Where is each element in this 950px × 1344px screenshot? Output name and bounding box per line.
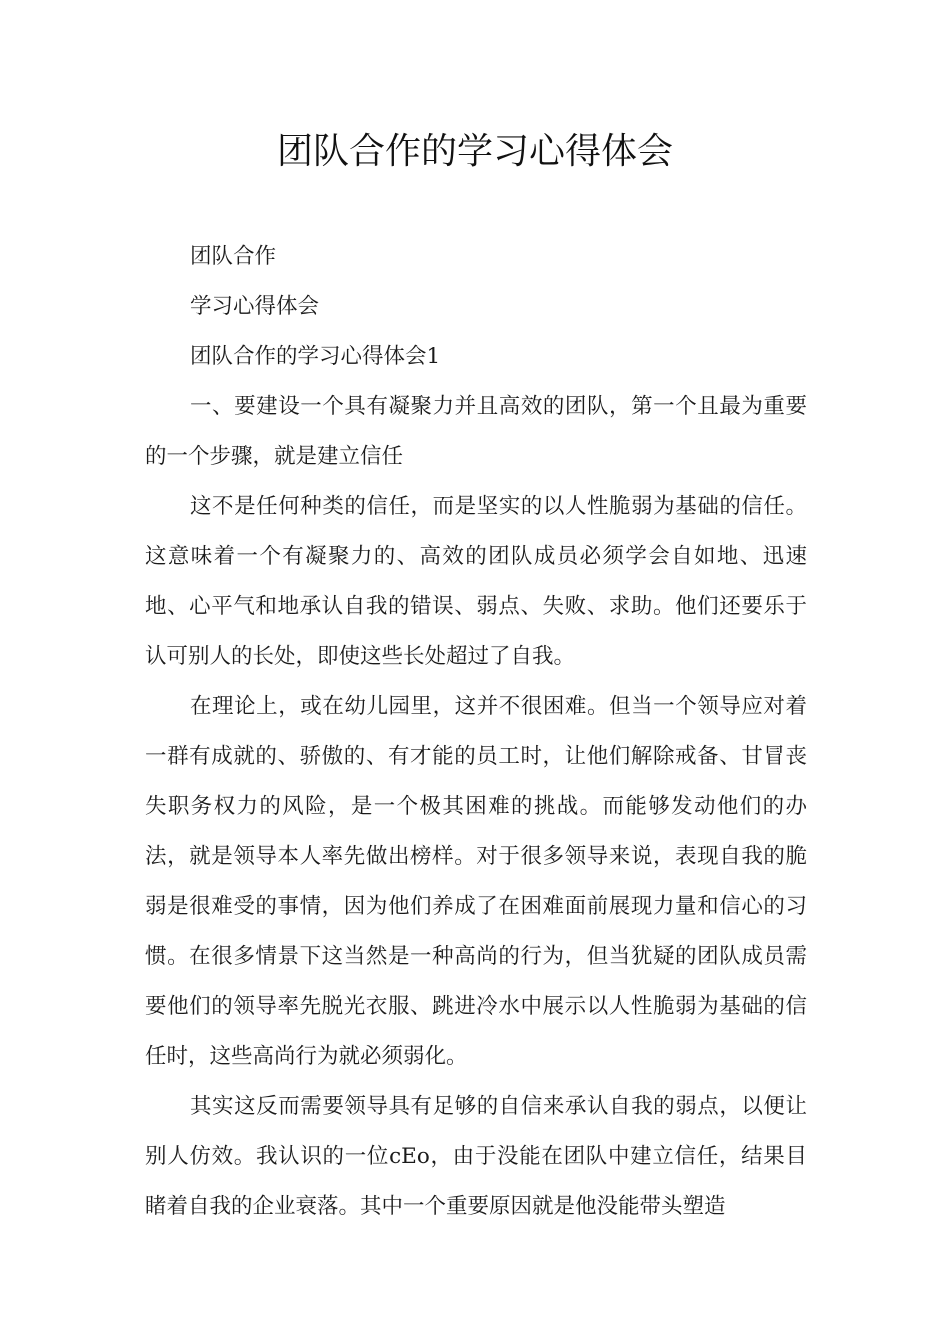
paragraph: 团队合作的学习心得体会1 (190, 344, 441, 369)
paragraph: 学习心得体会 (190, 294, 320, 319)
document-title: 团队合作的学习心得体会 (276, 131, 673, 172)
paragraph: 团队合作 (190, 244, 277, 269)
paragraph: 其实这反而需要领导具有足够的自信来承认自我的弱点，以便让别人仿效。我认识的一位cEo，由于没能在团队中建立信任，结果目睹着自我的企业衰落。其中一个重要原因就是他没能带头塑造 (145, 1094, 807, 1219)
paragraph: 在理论上，或在幼儿园里，这并不很困难。但当一个领导应对着一群有成就的、骄傲的、有才能的员工时，让他们解除戒备、甘冒丧失职务权力的风险，是一个极其困难的挑战。而能够发动他们的办法，就是领导本人率先做出榜样。对于很多领导来说，表现自我的脆弱是很难受的事情，因为他们养成了在困难面前展现力量和信心的习惯。在很多情景下这当然是一种高尚的行为，但当犹疑的团队成员需要他们的领导率先脱光衣服、跳进冷水中展示以人性脆弱为基础的信任时，这些高尚行为就必须弱化。 (145, 694, 807, 1069)
document-body (145, 232, 807, 1232)
paragraph: 这不是任何种类的信任，而是坚实的以人性脆弱为基础的信任。这意味着一个有凝聚力的、高效的团队成员必须学会自如地、迅速地、心平气和地承认自我的错误、弱点、失败、求助。他们还要乐于认可别人的长处，即使这些长处超过了自我。 (145, 494, 807, 669)
paragraph: 一、要建设一个具有凝聚力并且高效的团队，第一个且最为重要的一个步骤，就是建立信任 (145, 394, 807, 469)
